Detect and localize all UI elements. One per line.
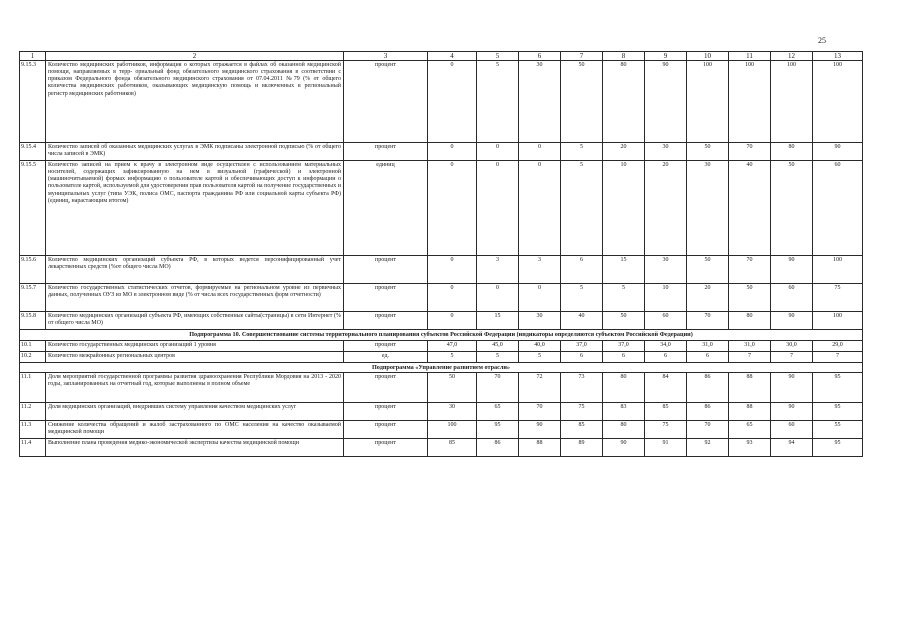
indicator-unit: ед. (344, 351, 428, 362)
indicator-value: 6 (603, 351, 645, 362)
column-number: 12 (771, 52, 813, 61)
indicator-value: 0 (428, 312, 477, 330)
indicator-value: 0 (477, 284, 519, 312)
indicator-value: 20 (687, 284, 729, 312)
indicator-value: 50 (729, 284, 771, 312)
indicator-description: Снижение количества обращений и жалоб застрахованного по ОМС населения на качество оказываемой медицинской помощи (46, 420, 344, 438)
indicator-value: 0 (477, 143, 519, 161)
indicator-row (20, 420, 863, 438)
indicator-value: 5 (561, 161, 603, 256)
subprogram-title: Подпрограмма 10. Совершенствование системы территориального планирования субъектов Российской Федерации (индикаторы определяются субъектом Российской Федерации) (20, 330, 863, 340)
indicator-code: 10.1 (20, 340, 46, 351)
indicator-value: 55 (813, 420, 863, 438)
column-number: 7 (561, 52, 603, 61)
indicator-code: 9.15.6 (20, 256, 46, 284)
indicator-row (20, 312, 863, 330)
indicator-unit: процент (344, 256, 428, 284)
indicator-unit: процент (344, 438, 428, 456)
indicator-value: 5 (519, 351, 561, 362)
indicator-value: 70 (477, 372, 519, 402)
indicator-value: 37,0 (561, 340, 603, 351)
indicator-value: 0 (519, 284, 561, 312)
indicator-value: 90 (771, 372, 813, 402)
column-number: 9 (645, 52, 687, 61)
indicator-value: 20 (645, 161, 687, 256)
indicator-value: 90 (771, 312, 813, 330)
indicator-value: 50 (428, 372, 477, 402)
indicator-value: 10 (645, 284, 687, 312)
indicator-value: 60 (771, 420, 813, 438)
indicator-value: 88 (729, 402, 771, 420)
indicator-description: Доля медицинских организаций, внедривших систему управления качеством медицинских услуг (46, 402, 344, 420)
indicator-value: 50 (771, 161, 813, 256)
indicator-value: 92 (687, 438, 729, 456)
indicator-value: 85 (645, 402, 687, 420)
indicator-value: 80 (771, 143, 813, 161)
column-number: 2 (46, 52, 344, 61)
indicator-value: 0 (428, 61, 477, 143)
indicator-value: 100 (813, 61, 863, 143)
indicator-value: 100 (687, 61, 729, 143)
indicator-value: 93 (729, 438, 771, 456)
indicator-value: 83 (603, 402, 645, 420)
indicator-value: 31,0 (729, 340, 771, 351)
indicator-value: 94 (771, 438, 813, 456)
indicator-value: 70 (729, 143, 771, 161)
indicator-value: 91 (645, 438, 687, 456)
indicator-value: 0 (519, 143, 561, 161)
indicator-value: 84 (645, 372, 687, 402)
indicator-value: 5 (477, 61, 519, 143)
indicator-value: 95 (477, 420, 519, 438)
indicator-value: 85 (428, 438, 477, 456)
indicator-value: 30 (645, 143, 687, 161)
indicator-value: 30 (687, 161, 729, 256)
indicator-code: 9.15.7 (20, 284, 46, 312)
indicator-code: 11.2 (20, 402, 46, 420)
column-number: 8 (603, 52, 645, 61)
indicator-value: 5 (561, 284, 603, 312)
indicator-value: 90 (645, 61, 687, 143)
indicator-row (20, 372, 863, 402)
indicator-value: 70 (519, 402, 561, 420)
indicator-value: 60 (813, 161, 863, 256)
column-number: 11 (729, 52, 771, 61)
indicator-value: 73 (561, 372, 603, 402)
page-number: 25 (818, 36, 826, 45)
indicator-unit: процент (344, 61, 428, 143)
indicator-value: 3 (519, 256, 561, 284)
indicator-description: Количество государственных медицинских организаций 1 уровня (46, 340, 344, 351)
indicator-value: 70 (687, 312, 729, 330)
table-body (20, 52, 863, 457)
indicator-value: 75 (561, 402, 603, 420)
indicator-value: 0 (428, 284, 477, 312)
indicator-description: Выполнение плана проведения медико-экономической экспертизы качества медицинской помощи (46, 438, 344, 456)
column-number: 6 (519, 52, 561, 61)
subprogram-row (20, 330, 863, 340)
indicator-code: 10.2 (20, 351, 46, 362)
indicator-value: 90 (813, 143, 863, 161)
indicator-code: 11.4 (20, 438, 46, 456)
indicator-value: 90 (519, 420, 561, 438)
indicator-value: 100 (428, 420, 477, 438)
indicator-value: 65 (477, 402, 519, 420)
indicator-row (20, 402, 863, 420)
indicator-description: Количество медицинских работников, информация о которых отражается в файлах об оказанной медицинской помощи, направляемых в терр- ориальный фонд обязательного медицинского страхования в соответствии с приказом Федерального фонда обязательного медицинского страхования от 07.04.2011 №79 (% от общего количества медицинских работников, оказывающих медицинскую помощь и включенных в региональный регистр медицинских работников) (46, 61, 344, 143)
indicator-row (20, 284, 863, 312)
column-number: 5 (477, 52, 519, 61)
indicator-unit: процент (344, 402, 428, 420)
indicator-value: 90 (771, 256, 813, 284)
indicator-value: 0 (519, 161, 561, 256)
indicator-value: 30 (428, 402, 477, 420)
indicator-value: 6 (561, 256, 603, 284)
indicator-unit: процент (344, 372, 428, 402)
indicator-value: 7 (729, 351, 771, 362)
indicator-value: 50 (603, 312, 645, 330)
indicator-value: 40 (729, 161, 771, 256)
indicator-value: 50 (687, 143, 729, 161)
indicator-description: Количество записей на прием к врачу в электронном виде осуществлен с использованием материальных носителей, содержащих зафиксированную на нем в визуальной (графической) и электронной (машиночитываемой) формах информацию о пользователе картой и обеспечивающих доступ к информации о пользователе картой, используемой для удостоверения прав пользователя картой на получение государственных и муниципальных услуг (типа УЭК, полиса ОМС, паспорта гражданина РФ или социальной карты субъекта РФ) (единиц, нарастающим итогом) (46, 161, 344, 256)
indicator-code: 9.15.8 (20, 312, 46, 330)
indicator-unit: единиц (344, 161, 428, 256)
subprogram-row (20, 362, 863, 372)
indicator-unit: процент (344, 143, 428, 161)
indicator-value: 5 (428, 351, 477, 362)
indicator-value: 7 (813, 351, 863, 362)
indicator-value: 10 (603, 161, 645, 256)
indicator-unit: процент (344, 420, 428, 438)
indicator-value: 5 (561, 143, 603, 161)
indicator-row (20, 161, 863, 256)
indicator-value: 29,0 (813, 340, 863, 351)
indicator-value: 6 (645, 351, 687, 362)
indicator-description: Доля мероприятий государственной программы развития здравоохранения Республики Мордовия на 2013 - 2020 годы, запланированных на отчетный год, которые выполнены в полном объеме (46, 372, 344, 402)
indicator-value: 37,0 (603, 340, 645, 351)
indicator-value: 89 (561, 438, 603, 456)
indicator-table (19, 51, 863, 457)
indicator-value: 100 (813, 256, 863, 284)
indicator-description: Количество межрайонных региональных центров (46, 351, 344, 362)
indicator-value: 75 (813, 284, 863, 312)
indicator-value: 45,0 (477, 340, 519, 351)
column-number: 10 (687, 52, 729, 61)
indicator-value: 86 (687, 372, 729, 402)
indicator-value: 95 (813, 438, 863, 456)
indicator-value: 86 (687, 402, 729, 420)
indicator-row (20, 438, 863, 456)
indicator-value: 60 (771, 284, 813, 312)
indicator-value: 31,0 (687, 340, 729, 351)
indicator-code: 9.15.4 (20, 143, 46, 161)
indicator-value: 40,0 (519, 340, 561, 351)
indicator-value: 90 (771, 402, 813, 420)
indicator-unit: процент (344, 284, 428, 312)
indicator-value: 65 (729, 420, 771, 438)
indicator-value: 30 (519, 61, 561, 143)
indicator-row (20, 351, 863, 362)
column-number: 1 (20, 52, 46, 61)
indicator-row (20, 340, 863, 351)
indicator-value: 75 (645, 420, 687, 438)
indicator-description: Количество медицинских организаций субъекта РФ, имеющих собственные сайты(страницы) в сети Интернет (% от общего числа МО) (46, 312, 344, 330)
indicator-value: 0 (428, 256, 477, 284)
column-number: 3 (344, 52, 428, 61)
indicator-description: Количество государственных статистических отчетов, формируемые на региональном уровне из первичных данных, полученных ОУЗ из МО в электронном виде (% от числа всех государственных форм отчетности) (46, 284, 344, 312)
indicator-value: 70 (687, 420, 729, 438)
indicator-value: 0 (477, 161, 519, 256)
indicator-unit: процент (344, 340, 428, 351)
indicator-value: 5 (603, 284, 645, 312)
indicator-value: 86 (477, 438, 519, 456)
indicator-value: 30 (519, 312, 561, 330)
column-number: 4 (428, 52, 477, 61)
indicator-value: 5 (477, 351, 519, 362)
indicator-value: 0 (428, 161, 477, 256)
indicator-row (20, 61, 863, 143)
indicator-value: 80 (729, 312, 771, 330)
indicator-value: 15 (603, 256, 645, 284)
indicator-value: 50 (561, 61, 603, 143)
indicator-value: 80 (603, 61, 645, 143)
column-number-header-row (20, 52, 863, 61)
indicator-value: 6 (687, 351, 729, 362)
indicator-row (20, 143, 863, 161)
indicator-value: 72 (519, 372, 561, 402)
indicator-code: 11.1 (20, 372, 46, 402)
indicator-value: 50 (687, 256, 729, 284)
indicator-value: 88 (729, 372, 771, 402)
indicator-value: 90 (603, 438, 645, 456)
indicator-value: 88 (519, 438, 561, 456)
indicator-value: 34,0 (645, 340, 687, 351)
indicator-value: 6 (561, 351, 603, 362)
column-number: 13 (813, 52, 863, 61)
indicator-value: 60 (645, 312, 687, 330)
indicator-unit: процент (344, 312, 428, 330)
indicator-value: 100 (729, 61, 771, 143)
indicator-value: 0 (428, 143, 477, 161)
indicator-value: 70 (729, 256, 771, 284)
indicator-code: 9.15.3 (20, 61, 46, 143)
indicator-value: 40 (561, 312, 603, 330)
indicator-value: 30,0 (771, 340, 813, 351)
indicator-value: 100 (771, 61, 813, 143)
indicator-value: 30 (645, 256, 687, 284)
indicator-code: 9.15.5 (20, 161, 46, 256)
indicator-value: 80 (603, 420, 645, 438)
indicator-value: 80 (603, 372, 645, 402)
indicator-value: 20 (603, 143, 645, 161)
indicator-value: 15 (477, 312, 519, 330)
indicator-description: Количество медицинских организаций субъекта РФ, в которых ведется персонифицированный учет лекарственных средств (%от общего числа МО) (46, 256, 344, 284)
indicator-value: 3 (477, 256, 519, 284)
indicator-value: 95 (813, 372, 863, 402)
indicator-code: 11.3 (20, 420, 46, 438)
indicator-row (20, 256, 863, 284)
indicator-value: 85 (561, 420, 603, 438)
indicator-value: 47,0 (428, 340, 477, 351)
indicator-description: Количество записей об оказанных медицинских услугах в ЭМК подписаны электронной подписью (% от общего числа записей в ЭМК) (46, 143, 344, 161)
subprogram-title: Подпрограмма «Управление развитием отрасли» (20, 362, 863, 372)
indicator-value: 7 (771, 351, 813, 362)
indicator-value: 95 (813, 402, 863, 420)
indicator-value: 100 (813, 312, 863, 330)
